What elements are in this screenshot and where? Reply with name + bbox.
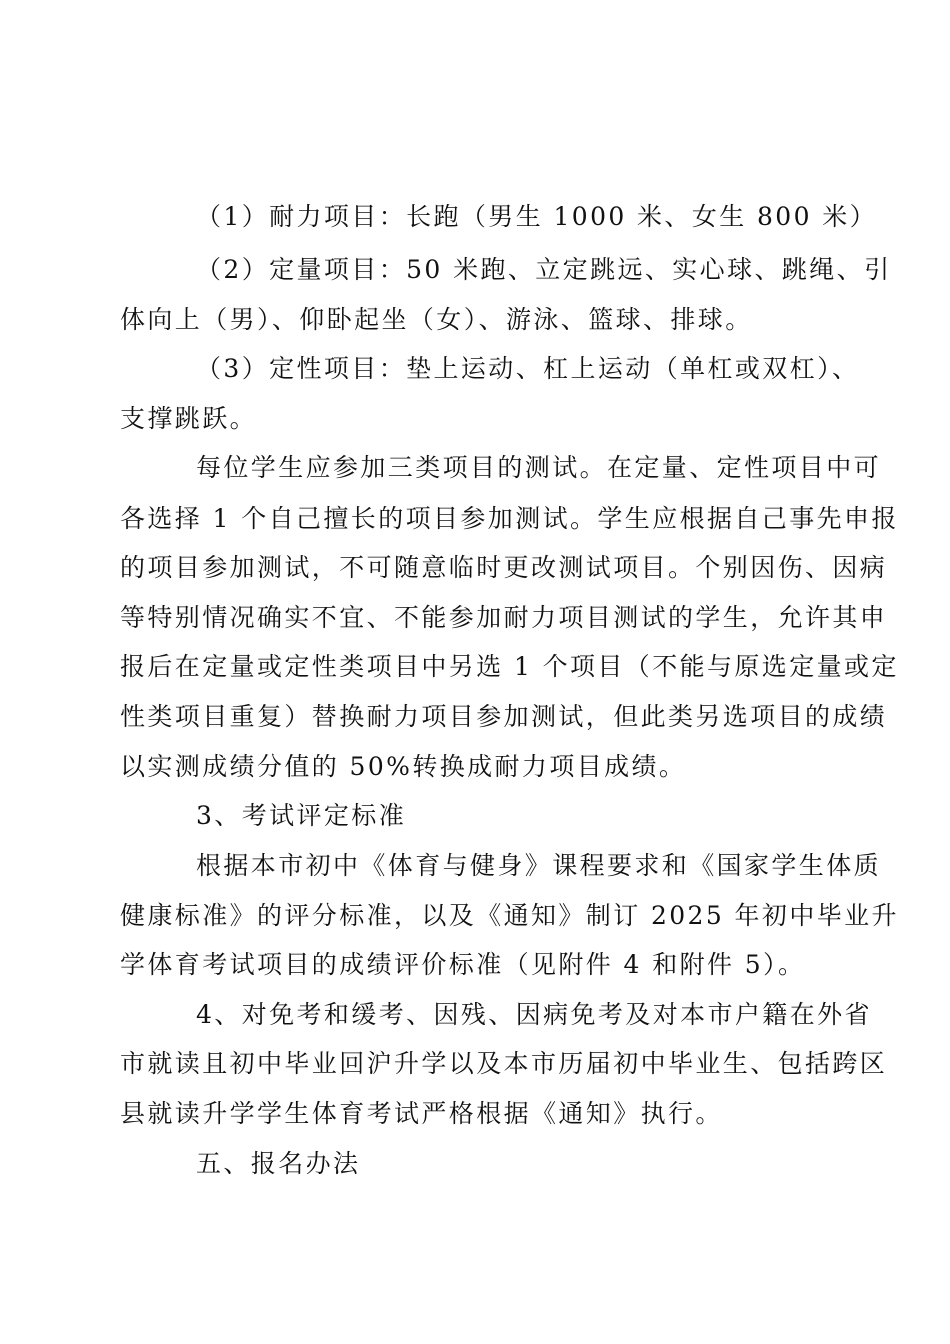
text-line: 各选择 1 个自己擅长的项目参加测试。学生应根据自己事先申报: [120, 504, 899, 533]
text-line: 报后在定量或定性类项目中另选 1 个项目（不能与原选定量或定: [120, 652, 899, 681]
text-line: 性类项目重复）替换耐力项目参加测试，但此类另选项目的成绩: [120, 702, 888, 731]
text-line: 的项目参加测试，不可随意临时更改测试项目。个别因伤、因病: [120, 553, 888, 582]
text-line-qualitative-items: （3）定性项目：垫上运动、杠上运动（单杠或双杠）、: [196, 354, 860, 383]
text-line: 县就读升学学生体育考试严格根据《通知》执行。: [120, 1099, 723, 1128]
text-line: 健康标准》的评分标准，以及《通知》制订 2025 年初中毕业升: [120, 901, 899, 930]
text-line-quantitative-items: （2）定量项目：50 米跑、立定跳远、实心球、跳绳、引: [196, 255, 892, 284]
text-line-endurance-items: （1）耐力项目：长跑（男生 1000 米、女生 800 米）: [196, 202, 878, 231]
text-line: 以实测成绩分值的 50%转换成耐力项目成绩。: [120, 752, 687, 781]
section-heading-evaluation-standard: 3、考试评定标准: [196, 801, 407, 830]
text-line: 学体育考试项目的成绩评价标准（见附件 4 和附件 5）。: [120, 950, 806, 979]
text-line: 等特别情况确实不宜、不能参加耐力项目测试的学生，允许其申: [120, 603, 888, 632]
text-line-paragraph-start: 每位学生应参加三类项目的测试。在定量、定性项目中可: [196, 453, 882, 482]
text-line-paragraph-start: 根据本市初中《体育与健身》课程要求和《国家学生体质: [196, 851, 882, 880]
text-line-quantitative-items-cont: 体向上（男）、仰卧起坐（女）、游泳、篮球、排球。: [120, 305, 753, 334]
text-line: 市就读且初中毕业回沪升学以及本市历届初中毕业生、包括跨区: [120, 1049, 888, 1078]
text-line-qualitative-items-cont: 支撑跳跃。: [120, 404, 258, 433]
section-heading-registration: 五、报名办法: [196, 1149, 361, 1178]
text-line-item-4: 4、对免考和缓考、因残、因病免考及对本市户籍在外省: [196, 1000, 872, 1029]
